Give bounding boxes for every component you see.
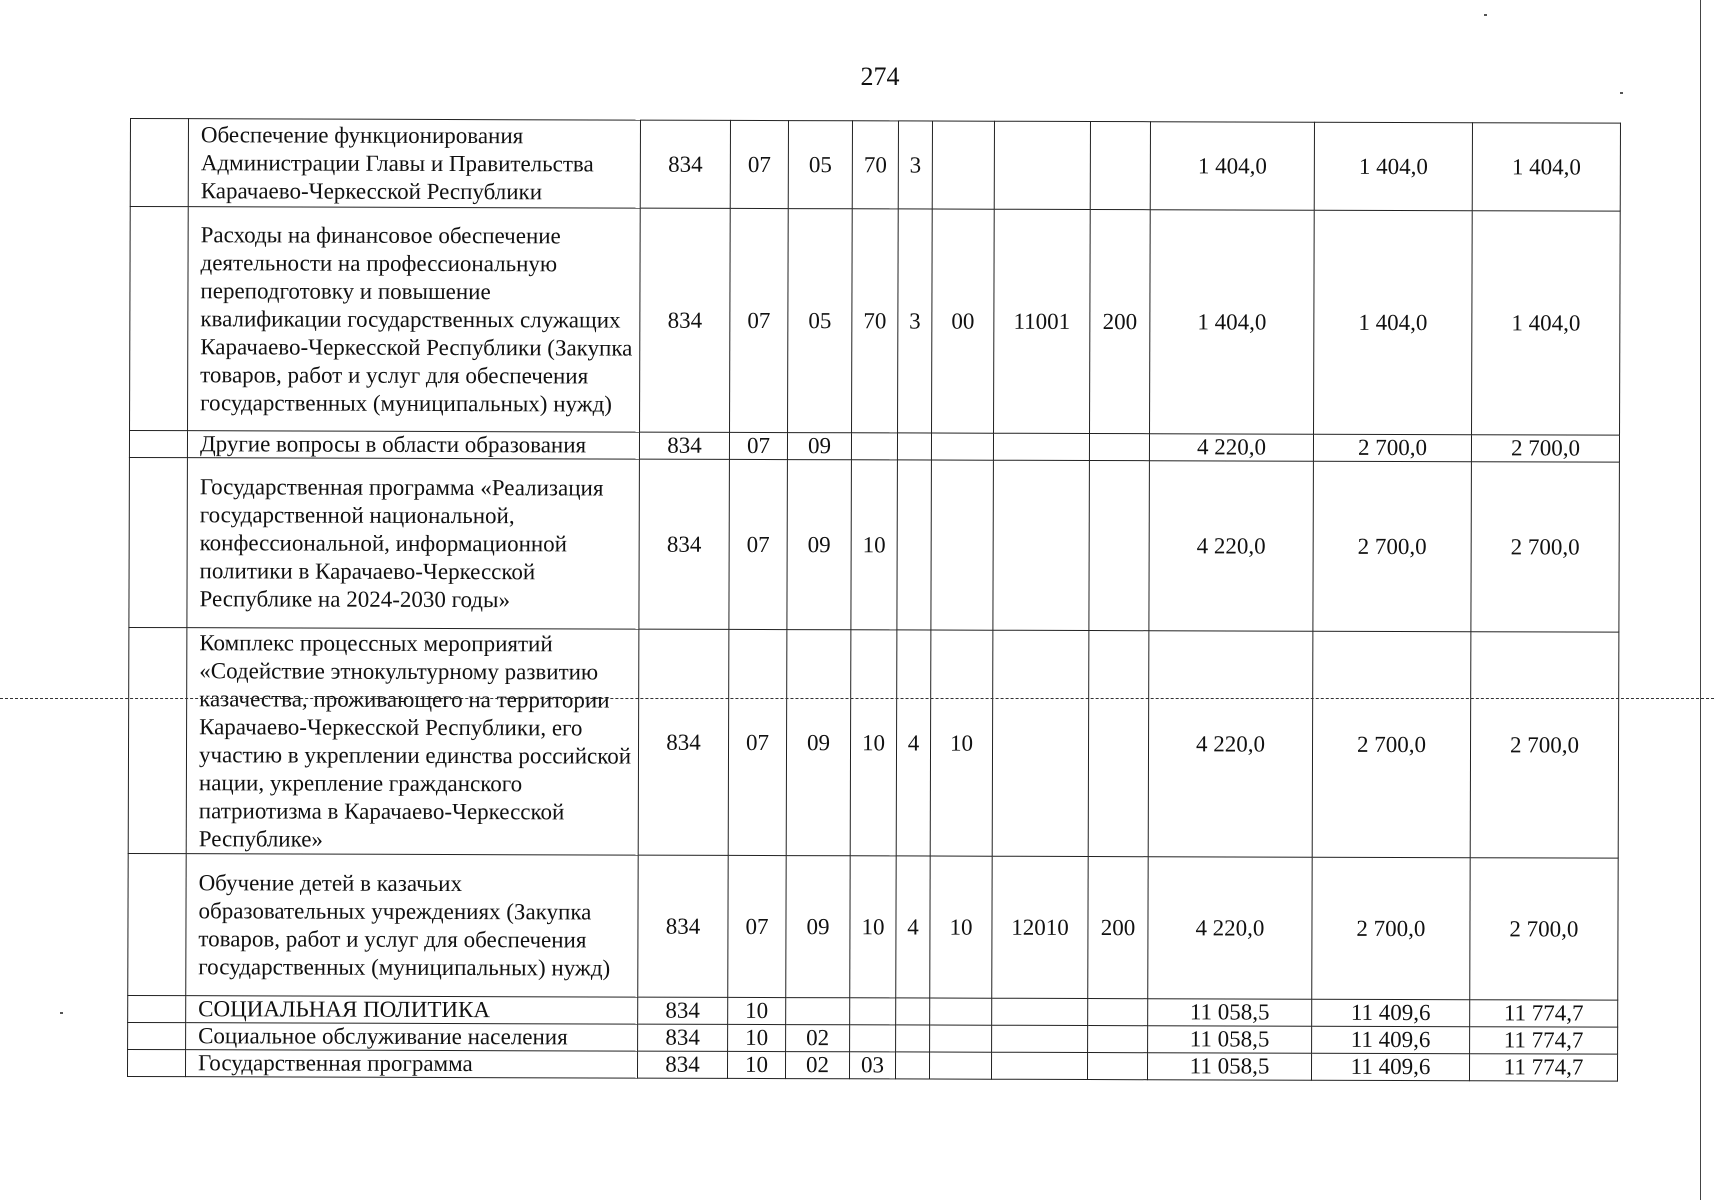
row-name: Обеспечение функционирования Администрации Главы и Правительства Карачаево-Черкесской Республики xyxy=(188,119,640,208)
cell-year1: 4 220,0 xyxy=(1148,631,1313,858)
cell-p1: 10 xyxy=(850,856,896,998)
cell-p2 xyxy=(895,1052,929,1079)
cell-adm: 834 xyxy=(639,432,729,459)
page-number: 274 xyxy=(860,62,900,91)
cell-p2 xyxy=(897,460,932,630)
scan-fold-line xyxy=(0,698,1714,699)
table-row xyxy=(128,853,1618,1000)
cell-adm: 834 xyxy=(638,629,729,855)
cell-p2 xyxy=(897,433,931,460)
scan-speck xyxy=(1484,14,1487,16)
cell-vr xyxy=(1089,434,1149,461)
cell-pr: 05 xyxy=(788,121,852,209)
cell-adm: 834 xyxy=(638,855,728,997)
cell-p1: 70 xyxy=(852,209,899,433)
cell-adm: 834 xyxy=(639,459,730,629)
cell-rz: 07 xyxy=(730,120,788,208)
cell-p4 xyxy=(993,433,1089,460)
cell-rz: 10 xyxy=(728,997,786,1024)
row-name: Государственная программа xyxy=(185,1050,637,1078)
cell-p3 xyxy=(931,433,993,460)
cell-year2: 11 409,6 xyxy=(1312,999,1470,1026)
cell-vr xyxy=(1088,631,1149,857)
cell-year3: 2 700,0 xyxy=(1470,858,1618,1000)
cell-vr xyxy=(1090,122,1150,210)
cell-p4 xyxy=(993,460,1090,630)
cell-pr: 05 xyxy=(788,209,853,433)
cell-p4 xyxy=(991,1052,1087,1079)
blank-cell xyxy=(130,207,189,431)
cell-p2 xyxy=(896,1025,930,1052)
scan-edge-line xyxy=(1700,0,1701,1200)
cell-year1: 11 058,5 xyxy=(1147,1053,1311,1081)
table-row xyxy=(129,457,1620,632)
cell-year1: 1 404,0 xyxy=(1150,122,1314,211)
cell-p4 xyxy=(994,121,1090,209)
cell-pr: 09 xyxy=(787,460,852,630)
cell-adm: 834 xyxy=(640,120,730,208)
blank-cell xyxy=(129,457,188,627)
cell-adm: 834 xyxy=(637,1051,727,1078)
cell-p2 xyxy=(896,998,930,1025)
cell-p1 xyxy=(850,1025,896,1052)
cell-p3 xyxy=(932,121,994,209)
cell-year1: 4 220,0 xyxy=(1148,857,1312,1000)
cell-p1 xyxy=(850,998,896,1025)
cell-vr xyxy=(1088,1026,1148,1053)
cell-p4 xyxy=(992,1025,1088,1052)
cell-p1 xyxy=(851,433,897,460)
row-name: Другие вопросы в области образования xyxy=(187,431,639,459)
cell-year2: 11 409,6 xyxy=(1312,1026,1470,1053)
blank-cell xyxy=(129,431,187,458)
cell-rz: 07 xyxy=(729,459,788,629)
table-row xyxy=(130,207,1621,436)
cell-pr: 02 xyxy=(785,1052,849,1079)
cell-vr: 200 xyxy=(1088,857,1148,999)
cell-rz: 07 xyxy=(729,432,787,459)
table-row xyxy=(127,1049,1617,1081)
cell-year1: 4 220,0 xyxy=(1149,434,1313,462)
budget-table xyxy=(127,118,1621,1082)
cell-p4 xyxy=(992,630,1089,856)
cell-year3: 11 774,7 xyxy=(1470,1000,1618,1027)
cell-p3: 10 xyxy=(930,856,992,998)
row-name: Комплекс процессных мероприятий «Содействие этнокультурному развитию казачества, проживающего на территории Карачаево-Черкесской Республики, его участию в укреплении единства российской нации, укрепление гражданского патриотизма в Карачаево-Черкесской Республике» xyxy=(186,628,639,855)
cell-rz: 10 xyxy=(727,1051,785,1078)
cell-p4 xyxy=(992,998,1088,1025)
cell-p4: 12010 xyxy=(992,856,1088,998)
cell-vr xyxy=(1087,1053,1147,1080)
cell-year2: 2 700,0 xyxy=(1313,434,1471,461)
cell-rz: 07 xyxy=(728,855,786,997)
cell-year2: 1 404,0 xyxy=(1314,122,1472,210)
cell-p3 xyxy=(930,998,992,1025)
cell-p3 xyxy=(931,460,994,630)
cell-p1: 70 xyxy=(852,121,898,209)
cell-p3 xyxy=(929,1052,991,1079)
row-name: СОЦИАЛЬНАЯ ПОЛИТИКА xyxy=(186,996,638,1024)
scan-speck xyxy=(1620,92,1623,94)
table-row xyxy=(130,119,1620,212)
cell-pr: 09 xyxy=(786,630,851,856)
cell-vr: 200 xyxy=(1090,210,1151,434)
cell-p1: 10 xyxy=(850,630,897,856)
scan-speck xyxy=(60,1012,63,1014)
cell-pr: 02 xyxy=(786,1025,850,1052)
table-row xyxy=(128,627,1619,858)
cell-p1: 10 xyxy=(851,460,898,630)
cell-rz: 07 xyxy=(728,629,787,855)
cell-vr xyxy=(1088,999,1148,1026)
cell-year1: 1 404,0 xyxy=(1150,210,1315,435)
cell-year1: 11 058,5 xyxy=(1148,999,1312,1027)
blank-cell xyxy=(128,995,186,1022)
row-name: Социальное обслуживание населения xyxy=(186,1023,638,1051)
row-name: Государственная программа «Реализация государственной национальной, конфессиональной, информационной политики в Карачаево-Черкесской Республике на 2024-2030 годы» xyxy=(187,458,640,629)
cell-p2: 3 xyxy=(898,121,932,209)
cell-year3: 2 700,0 xyxy=(1471,435,1619,462)
cell-p2: 4 xyxy=(896,856,930,998)
blank-cell xyxy=(130,119,188,207)
blank-cell xyxy=(128,853,186,995)
cell-p3: 00 xyxy=(932,209,995,433)
cell-year2: 2 700,0 xyxy=(1312,857,1470,999)
row-name: Обучение детей в казачьих образовательных учреждениях (Закупка товаров, работ и услуг для обеспечения государственных (муниципальных) нужд) xyxy=(186,854,638,997)
blank-cell xyxy=(128,627,187,853)
cell-p3: 10 xyxy=(930,630,993,856)
cell-p4: 11001 xyxy=(994,209,1091,433)
cell-year3: 1 404,0 xyxy=(1472,211,1621,435)
cell-year2: 1 404,0 xyxy=(1314,210,1473,434)
cell-p3 xyxy=(930,1025,992,1052)
cell-year3: 2 700,0 xyxy=(1470,632,1619,858)
cell-year3: 11 774,7 xyxy=(1469,1054,1617,1081)
row-name: Расходы на финансовое обеспечение деятельности на профессиональную переподготовку и повышение квалификации государственных служащих Карачаево-Черкесской Республики (Закупка товаров, работ и услуг для обеспечения государственных (муниципальных) нужд) xyxy=(188,207,641,432)
cell-adm: 834 xyxy=(640,208,731,432)
cell-adm: 834 xyxy=(638,997,728,1024)
blank-cell xyxy=(128,1022,186,1049)
cell-adm: 834 xyxy=(638,1024,728,1051)
cell-year2: 11 409,6 xyxy=(1311,1053,1469,1080)
table-body xyxy=(127,119,1620,1082)
cell-rz: 10 xyxy=(728,1024,786,1051)
cell-year3: 2 700,0 xyxy=(1471,462,1620,632)
cell-p2: 3 xyxy=(898,209,933,433)
cell-year1: 11 058,5 xyxy=(1148,1026,1312,1054)
cell-year1: 4 220,0 xyxy=(1149,461,1314,632)
cell-year2: 2 700,0 xyxy=(1312,631,1471,857)
cell-year3: 11 774,7 xyxy=(1470,1027,1618,1054)
cell-p1: 03 xyxy=(849,1052,895,1079)
cell-pr: 09 xyxy=(787,433,851,460)
cell-pr: 09 xyxy=(786,856,850,998)
cell-vr xyxy=(1089,461,1150,631)
cell-p2: 4 xyxy=(896,630,931,856)
cell-pr xyxy=(786,998,850,1025)
cell-year3: 1 404,0 xyxy=(1472,123,1620,211)
blank-cell xyxy=(127,1049,185,1076)
cell-rz: 07 xyxy=(730,208,789,432)
cell-year2: 2 700,0 xyxy=(1313,461,1472,631)
